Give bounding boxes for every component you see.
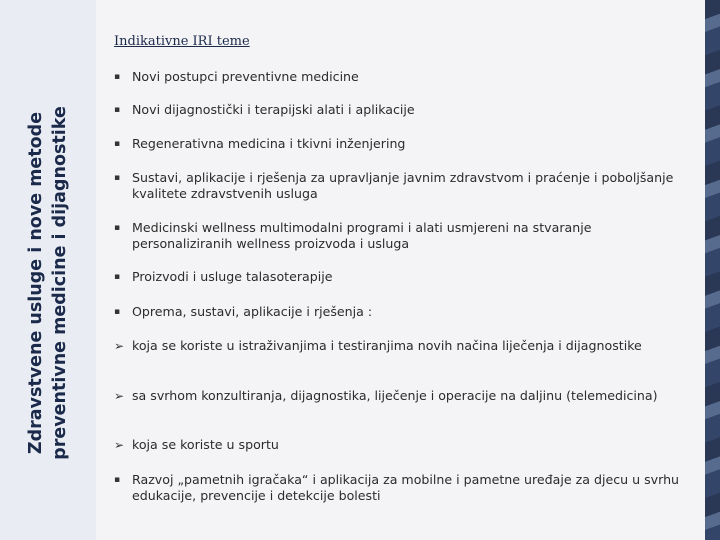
list-item-text: koja se koriste u istraživanjima i testiranjima novih načina liječenja i dijagnostike <box>132 338 642 353</box>
decorative-background-edge <box>705 0 720 540</box>
content-panel <box>96 0 705 540</box>
list-item-text: sa svrhom konzultiranja, dijagnostika, liječenje i operacije na daljinu (telemedicina) <box>132 388 658 403</box>
vertical-slide-title <box>24 106 72 460</box>
square-bullet-icon: ▪ <box>114 72 121 82</box>
square-bullet-icon: ▪ <box>114 105 121 115</box>
section-heading: Indikativne IRI teme <box>114 34 250 49</box>
square-bullet-icon: ▪ <box>114 307 121 317</box>
list-item-text: Medicinski wellness multimodalni programi i alati usmjereni na stvaranje personaliziranih wellness proizvoda i usluga <box>132 220 592 251</box>
list-item-text: koja se koriste u sportu <box>132 437 279 452</box>
square-bullet-icon: ▪ <box>114 139 121 149</box>
list-item-text: Razvoj „pametnih igračaka“ i aplikacija za mobilne i pametne uređaje za djecu u svrhu edukacije, prevencije i detekcije bolesti <box>132 472 680 503</box>
vertical-title-line-1: Zdravstvene usluge i nove metode <box>26 111 46 455</box>
square-bullet-icon: ▪ <box>114 223 121 233</box>
square-bullet-icon: ▪ <box>114 475 121 485</box>
square-bullet-icon: ▪ <box>114 272 121 282</box>
list-item-text: Sustavi, aplikacije i rješenja za upravljanje javnim zdravstvom i praćenje i poboljšanje kvalitete zdravstvenih usluga <box>132 170 674 201</box>
square-bullet-icon: ▪ <box>114 173 121 183</box>
arrow-bullet-icon: ➢ <box>114 438 125 452</box>
list-item-text: Proizvodi i usluge talasoterapije <box>132 269 333 284</box>
list-item-text: Oprema, sustavi, aplikacije i rješenja : <box>132 304 373 319</box>
list-item-text: Novi postupci preventivne medicine <box>132 69 359 84</box>
sidebar-panel <box>0 0 96 540</box>
vertical-title-line-2: preventivne medicine i dijagnostike <box>50 106 70 460</box>
list-item-text: Novi dijagnostički i terapijski alati i aplikacije <box>132 102 415 117</box>
arrow-bullet-icon: ➢ <box>114 389 125 403</box>
list-item-text: Regenerativna medicina i tkivni inženjering <box>132 136 406 151</box>
arrow-bullet-icon: ➢ <box>114 339 125 353</box>
